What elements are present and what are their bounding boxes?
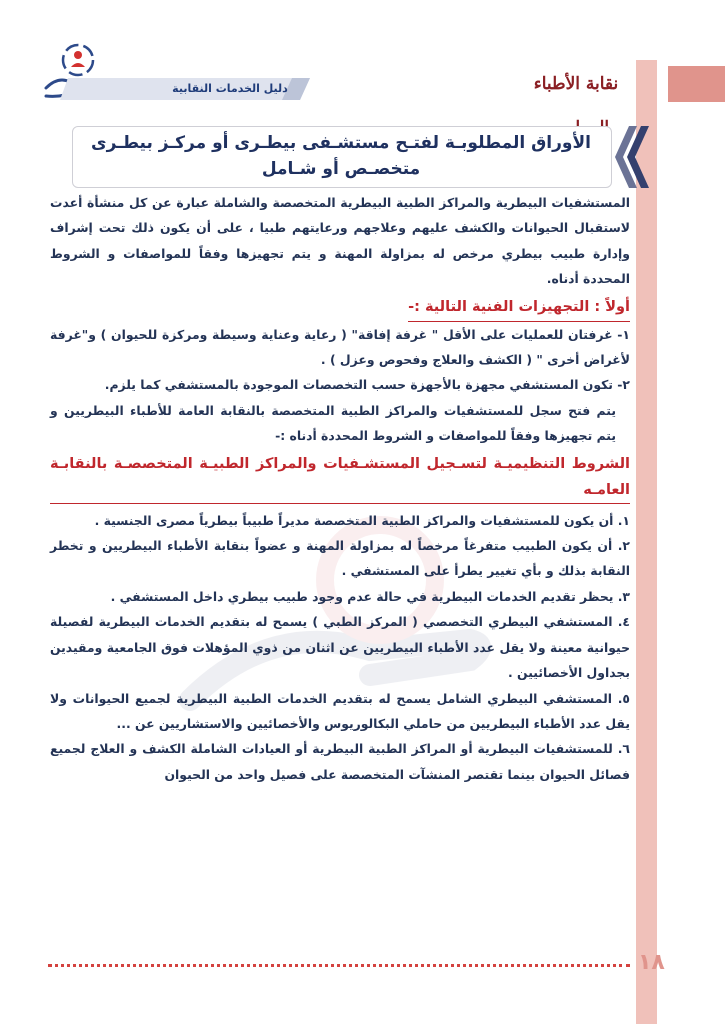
section2-item: ١. أن يكون للمستشفيات والمراكز الطبية المتخصصة مديراً طبيباً بيطرياً مصرى الجنسية . bbox=[94, 512, 630, 528]
corner-decorative-block bbox=[668, 66, 725, 102]
page-number: ١٨ bbox=[638, 950, 665, 975]
section2-item: ٣. يحظر تقديم الخدمات البيطرية في حالة عدم وجود طبيب بيطري داخل المستشفي . bbox=[110, 588, 630, 604]
section1-heading: أولاً : التجهيزات الفنية التالية :- bbox=[50, 294, 630, 322]
section2-item: ٤. المستشفي البيطري التخصصي ( المركز الطبي ) يسمح له بتقديم الخدمات البيطرية لفصيلة حيوانية معينة ولا يقل عدد الأطباء البيطريين عن اثنان من ذوي المؤهلات فوق الجامعية ومقيدين بجداول الأخصائيين . bbox=[50, 614, 630, 681]
section1-item: يتم فتح سجل للمستشفيات والمراكز الطبية المتخصصة بالنقابة العامة للأطباء البيطريين و يتم تجهيزها وفقاً للمواصفات و الشروط المحددة أدناه :- bbox=[50, 402, 616, 444]
section2-item: ٥. المستشفي البيطري الشامل يسمح له بتقديم الخدمات الطبية البيطرية لجميع الحيوانات ولا يقل عدد الأطباء البيطريين من حاملي البكالوريوس والأخصائيين والاستشاريين عن ... bbox=[50, 690, 630, 731]
intro-paragraph: المستشفيات البيطرية والمراكز الطبية البيطرية المتخصصة والشاملة عبارة عن كل منشأة أعدت لاستقبال الحيوانات والكشف عليهم وعلاجهم ورعايتهم طبيا ، على أن يكون ذلك تحت إشراف وإدارة طبيب بيطري مرخص له بمزاولة المهنة و يتم تجهيزها وفقاً للمواصفات و الشروط المحددة أدناه. bbox=[50, 195, 630, 287]
section2-item: ٢. أن يكون الطبيب متفرغاً مرخصاً له بمزاولة المهنة و عضواً بنقابة الأطباء البيطريين و تخطر النقابة بذلك و بأي تغيير يطرأ على المستشفي . bbox=[50, 538, 630, 579]
main-content bbox=[50, 190, 630, 787]
page-title: الأوراق المطلوبـة لفتـح مستشـفى بيطـرى أو مركـز بيطـرى متخصـص أو شـامل bbox=[91, 133, 591, 179]
guide-label: دليل الخدمات النقابية bbox=[172, 82, 288, 95]
guide-banner bbox=[60, 78, 310, 100]
section2-item: ٦. للمستشفيات البيطرية أو المراكز الطبية البيطرية أو العيادات الشاملة الكشف و العلاج لجميع فصائل الحيوان بينما تقتصر المنشآت المتخصصة على فصيل واحد من الحيوان bbox=[50, 741, 630, 782]
section1-item: ١- غرفتان للعمليات على الأقل " غرفة إفاقة" ( رعاية وعناية وسيطة ومركزة للحيوان ) و"غرفة لأغراض أخرى " ( الكشف والعلاج وفحوص وعزل ) . bbox=[50, 326, 630, 368]
chevron-double-icon bbox=[615, 126, 649, 188]
section2-heading: الشروط التنظيميـة لتسـجيل المستشـفيات والمراكز الطبيـة المتخصصـة بالنقابـة العامـه bbox=[50, 451, 630, 504]
side-decorative-bar bbox=[636, 60, 657, 1024]
section1-item: ٢- تكون المستشفي مجهزة بالأجهزة حسب التخصصات الموجودة بالمستشفي كما يلزم. bbox=[104, 377, 630, 393]
union-logo: نقابة الأطباء bbox=[533, 74, 619, 94]
footer-divider bbox=[48, 964, 630, 967]
